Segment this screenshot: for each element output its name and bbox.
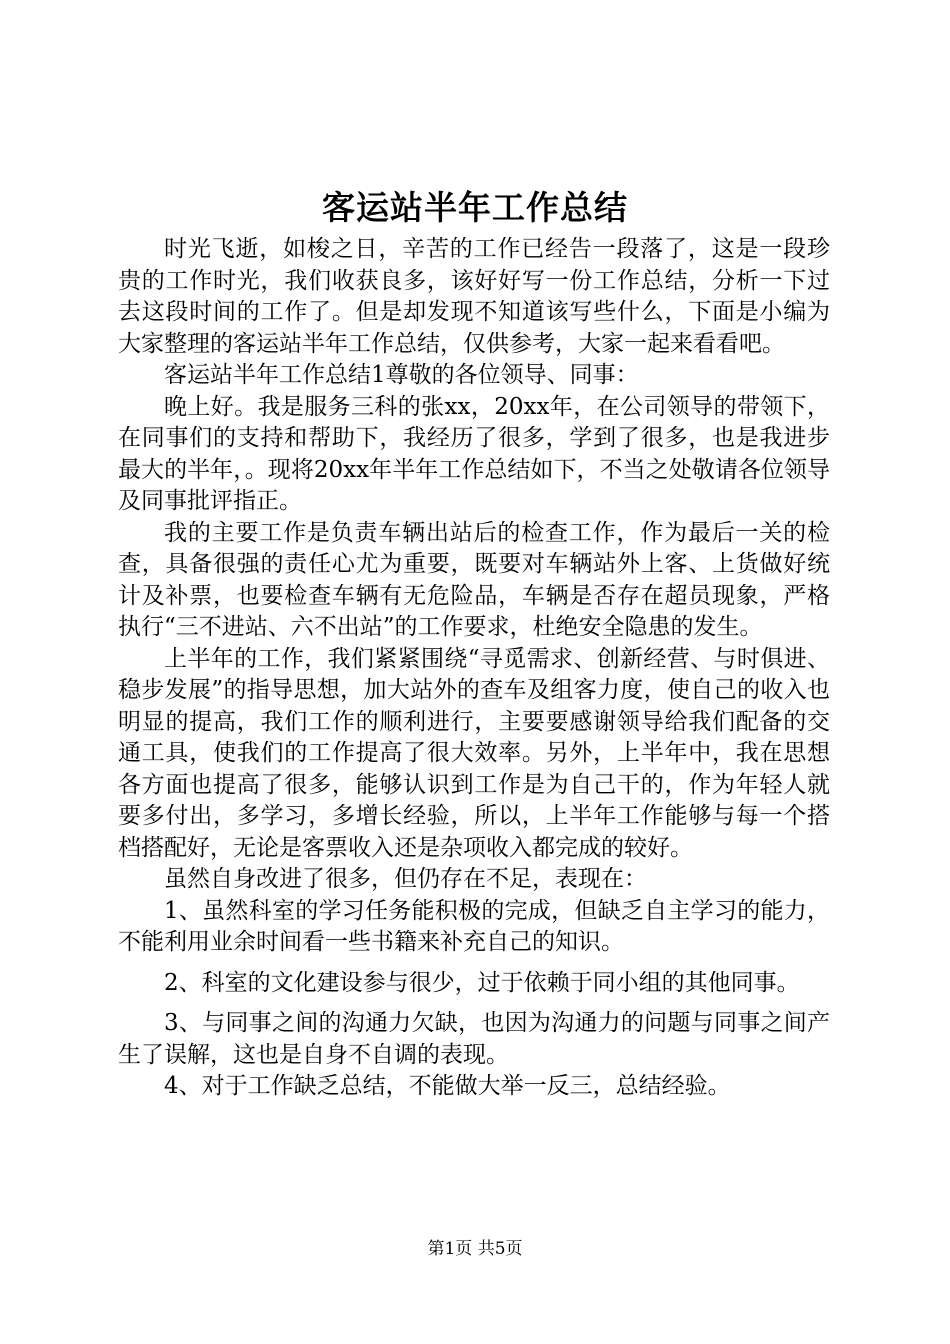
list-item-shortcoming-3: 3、与同事之间的沟通力欠缺，也因为沟通力的问题与同事之间产生了误解，这也是自身不自调的表现。 [118,1010,830,1068]
paragraph-salutation: 客运站半年工作总结1尊敬的各位领导、同事： [164,362,639,388]
paragraph-main-duties: 我的主要工作是负责车辆出站后的检查工作，作为最后一关的检查，具备很强的责任心尤为重要，既要对车辆站外上客、上货做好统计及补票，也要检查车辆有无危险品，车辆是否存在超员现象，严格执行“三不进站、六不出站”的工作要求，杜绝安全隐患的发生。 [118,519,830,640]
paragraph-shortcomings-intro: 虽然自身改进了很多，但仍存在不足，表现在： [164,866,647,892]
list-item-shortcoming-1: 1、虽然科室的学习任务能积极的完成，但缺乏自主学习的能力，不能利用业余时间看一些书籍来补充自己的知识。 [118,897,830,955]
document-body [118,234,830,1103]
document-title: 客运站半年工作总结 [322,188,628,227]
list-item-shortcoming-4: 4、对于工作缺乏总结，不能做大举一反三，总结经验。 [164,1073,731,1099]
paragraph-greeting: 晚上好。我是服务三科的张xx，20xx年，在公司领导的带领下，在同事们的支持和帮助下，我经历了很多，学到了很多，也是我进步最大的半年，。现将20xx年半年工作总结如下，不当之处敬请各位领导及同事批评指正。 [118,393,830,514]
paragraph-first-half-work: 上半年的工作，我们紧紧围绕“寻觅需求、创新经营、与时俱进、稳步发展”的指导思想，加大站外的查车及组客力度，使自己的收入也明显的提高，我们工作的顺利进行，主要要感谢领导给我们配备的交通工具，使我们的工作提高了很大效率。另外，上半年中，我在思想各方面也提高了很多，能够认识到工作是为自己干的，作为年轻人就要多付出，多学习，多增长经验，所以，上半年工作能够与每一个搭档搭配好，无论是客票收入还是杂项收入都完成的较好。 [118,645,830,861]
paragraph-intro: 时光飞逝，如梭之日，辛苦的工作已经告一段落了，这是一段珍贵的工作时光，我们收获良多，该好好写一份工作总结，分析一下过去这段时间的工作了。但是却发现不知道该写些什么，下面是小编为大家整理的客运站半年工作总结，仅供参考，大家一起来看看吧。 [118,236,830,357]
page-number-footer: 第1页 共5页 [427,1239,523,1259]
list-item-shortcoming-2: 2、科室的文化建设参与很少，过于依赖于同小组的其他同事。 [164,969,800,996]
